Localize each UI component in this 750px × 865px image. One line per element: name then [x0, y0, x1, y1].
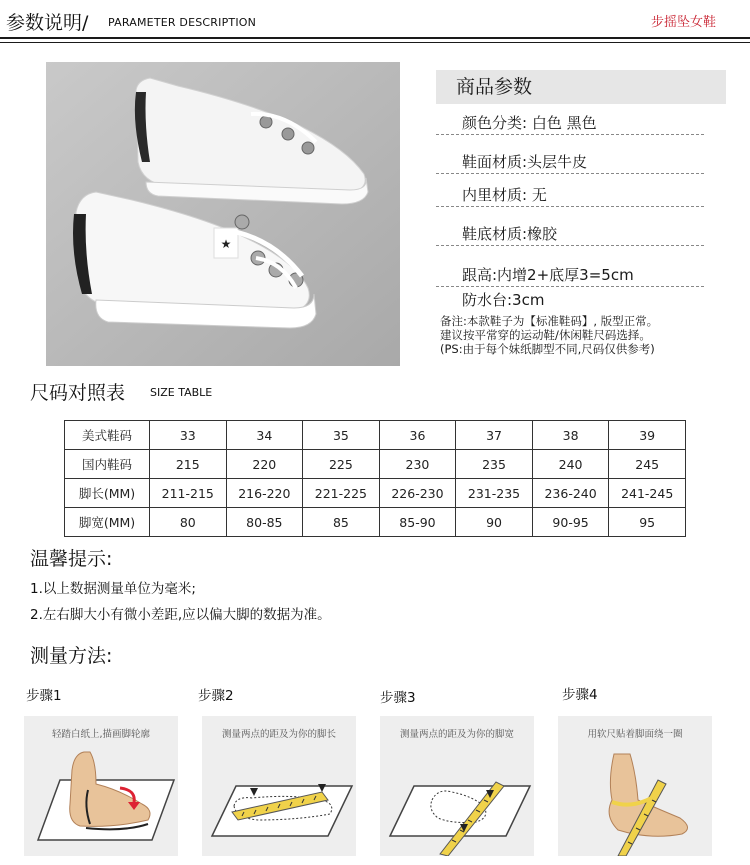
product-photo	[46, 62, 400, 366]
params-heading: 商品参数	[436, 70, 726, 104]
step-1-label: 步骤1	[26, 688, 62, 704]
table-row	[65, 479, 686, 508]
foot-width-icon	[380, 744, 534, 856]
table-row	[65, 508, 686, 537]
foot-trace-icon	[24, 744, 178, 856]
page-subtitle: PARAMETER DESCRIPTION	[108, 16, 257, 29]
header-divider	[0, 37, 750, 39]
table-cell: 240	[532, 450, 609, 479]
table-cell: 90-95	[532, 508, 609, 537]
param-platform: 防水台:3cm	[462, 291, 545, 309]
size-table-title: 尺码对照表	[30, 382, 126, 404]
param-lining: 内里材质: 无	[436, 184, 704, 207]
param-heel: 跟高:内增2+底厚3=5cm	[436, 264, 704, 287]
step-4-caption: 用软尺贴着脚面绕一圈	[587, 729, 683, 740]
table-cell: 80	[150, 508, 227, 537]
table-row	[65, 450, 686, 479]
table-cell: 235	[456, 450, 533, 479]
table-cell: 85	[303, 508, 380, 537]
table-cell: 231-235	[456, 479, 533, 508]
foot-length-icon	[202, 744, 356, 856]
table-cell: 226-230	[379, 479, 456, 508]
step-2-caption: 测量两点的距及为你的脚长	[221, 729, 336, 740]
tip-item-1: 1.以上数据测量单位为毫米;	[30, 581, 196, 597]
step-2-card	[202, 716, 356, 856]
step-3-card	[380, 716, 534, 856]
step-1-card	[24, 716, 178, 856]
step-4-card	[558, 716, 712, 856]
param-note-1: 备注:本款鞋子为【标准鞋码】, 版型正常。	[440, 314, 659, 328]
table-cell: 33	[150, 421, 227, 450]
param-sole: 鞋底材质:橡胶	[436, 223, 704, 246]
step-1-caption: 轻踏白纸上,描画脚轮廓	[51, 729, 151, 740]
table-cell: 216-220	[226, 479, 303, 508]
table-cell: 221-225	[303, 479, 380, 508]
param-upper: 鞋面材质:头层牛皮	[436, 151, 704, 174]
tips-title: 温馨提示:	[30, 548, 113, 570]
table-cell: 美式鞋码	[65, 421, 150, 450]
measure-title: 测量方法:	[30, 645, 113, 667]
table-cell: 245	[609, 450, 686, 479]
table-cell: 85-90	[379, 508, 456, 537]
table-cell: 220	[226, 450, 303, 479]
param-note-3: (PS:由于每个妹纸脚型不同,尺码仅供参考)	[440, 342, 655, 356]
brand-name: 步摇坠女鞋	[650, 15, 716, 30]
table-cell: 36	[379, 421, 456, 450]
step-2-label: 步骤2	[198, 688, 234, 704]
svg-text:★: ★	[220, 237, 232, 251]
table-cell: 脚长(MM)	[65, 479, 150, 508]
size-table	[64, 420, 686, 537]
tip-item-2: 2.左右脚大小有微小差距,应以偏大脚的数据为准。	[30, 607, 331, 623]
shoe-illustration	[46, 62, 400, 366]
table-cell: 95	[609, 508, 686, 537]
table-row	[65, 421, 686, 450]
table-cell: 90	[456, 508, 533, 537]
table-cell: 241-245	[609, 479, 686, 508]
table-cell: 35	[303, 421, 380, 450]
table-cell: 38	[532, 421, 609, 450]
table-cell: 37	[456, 421, 533, 450]
step-4-label: 步骤4	[562, 687, 598, 703]
table-cell: 脚宽(MM)	[65, 508, 150, 537]
table-cell: 230	[379, 450, 456, 479]
foot-circumference-icon	[558, 744, 712, 856]
table-cell: 215	[150, 450, 227, 479]
table-cell: 国内鞋码	[65, 450, 150, 479]
header-divider-thin	[0, 42, 750, 43]
table-cell: 225	[303, 450, 380, 479]
page-title: 参数说明/	[6, 12, 89, 34]
table-cell: 39	[609, 421, 686, 450]
table-cell: 236-240	[532, 479, 609, 508]
param-color: 颜色分类: 白色 黑色	[436, 112, 704, 135]
step-3-caption: 测量两点的距及为你的脚宽	[399, 729, 514, 740]
table-cell: 34	[226, 421, 303, 450]
size-table-subtitle: SIZE TABLE	[150, 386, 213, 399]
step-3-label: 步骤3	[380, 690, 416, 706]
table-cell: 80-85	[226, 508, 303, 537]
param-note-2: 建议按平常穿的运动鞋/休闲鞋尺码选择。	[440, 328, 651, 342]
table-cell: 211-215	[150, 479, 227, 508]
